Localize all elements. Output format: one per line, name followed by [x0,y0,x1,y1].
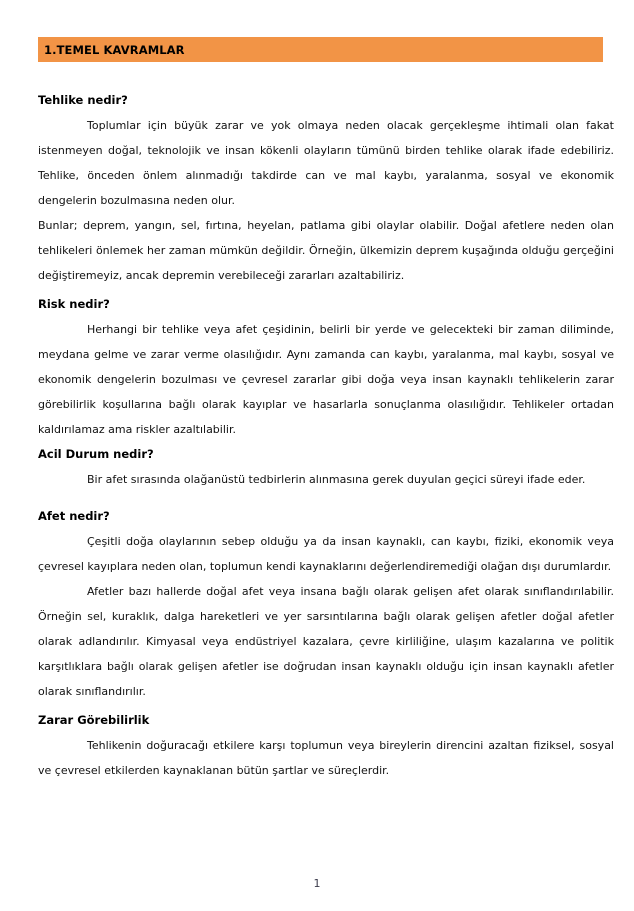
page-number: 1 [313,877,321,890]
document-section [38,442,614,492]
section-heading: Risk nedir? [38,297,110,311]
paragraph: Toplumlar için büyük zarar ve yok olmaya neden olacak gerçekleşme ihtimali olan fakat istenmeyen doğal, teknolojik ve insan kökenli olayların tümünü birden tehlike olarak ifade edebiliriz. Tehlike, önceden önlem alınmadığı takdirde can ve mal kaybı, yaralanma, sosyal ve ekonomik dengelerin bozulmasına neden olur. [38,119,614,207]
paragraph: Herhangi bir tehlike veya afet çeşidinin, belirli bir yerde ve gelecekteki bir zaman diliminde, meydana gelme ve zarar verme olasılığıdır. Aynı zamanda can kaybı, yaralanma, mal kaybı, sosyal ve ekonomik dengelerin bozulması ve çevresel zararlar gibi doğa veya insan kaynaklı tehlikelerin zarar görebilirlik koşullarına bağlı olarak kayıplar ve hasarlarla sonuçlanma olasılığıdır. Tehlikeler ortadan kaldırılamaz ama riskler azaltılabilir. [38,323,614,436]
page-footer [0,872,634,891]
chapter-title: 1.TEMEL KAVRAMLAR [44,42,185,57]
document-section [38,292,614,442]
document-section [38,708,614,783]
section-heading: Afet nedir? [38,509,110,523]
section-heading: Tehlike nedir? [38,93,128,107]
document-section [38,504,614,704]
sections [38,88,614,783]
paragraph: Afetler bazı hallerde doğal afet veya insana bağlı olarak gelişen afet olarak sınıflandırılabilir. Örneğin sel, kuraklık, dalga hareketleri ve yer sarsıntılarına bağlı olarak gelişen afetler doğal afetler olarak adlandırılır. Kimyasal veya endüstriyel kazalara, çevre kirliliğine, ulaşım kazalarına ve politik karşıtlıklara bağlı olarak gelişen afetler ise doğrudan insan kaynaklı olduğu için insan kaynaklı afetler olarak sınıflandırılır. [38,585,614,698]
paragraph: Bunlar; deprem, yangın, sel, fırtına, heyelan, patlama gibi olaylar olabilir. Doğal afetlere neden olan tehlikeleri önlemek her zaman mümkün değildir. Örneğin, ülkemizin deprem kuşağında olduğu gerçeğini değiştiremeyiz, ancak depremin verebileceği zararları azaltabiliriz. [38,219,614,282]
section-title-bar [38,37,603,62]
paragraph: Çeşitli doğa olaylarının sebep olduğu ya da insan kaynaklı, can kaybı, fiziki, ekonomik veya çevresel kayıplara neden olan, toplumun kendi kaynaklarını değerlendiremediği olağan dışı durumlardır. [38,535,614,573]
document-section [38,88,614,288]
paragraph: Tehlikenin doğuracağı etkilere karşı toplumun veya bireylerin direncini azaltan fiziksel, sosyal ve çevresel etkilerden kaynaklanan bütün şartlar ve süreçlerdir. [38,739,614,777]
section-heading: Acil Durum nedir? [38,447,154,461]
paragraph: Bir afet sırasında olağanüstü tedbirlerin alınmasına gerek duyulan geçici süreyi ifade eder. [87,473,586,486]
section-heading: Zarar Görebilirlik [38,713,150,727]
